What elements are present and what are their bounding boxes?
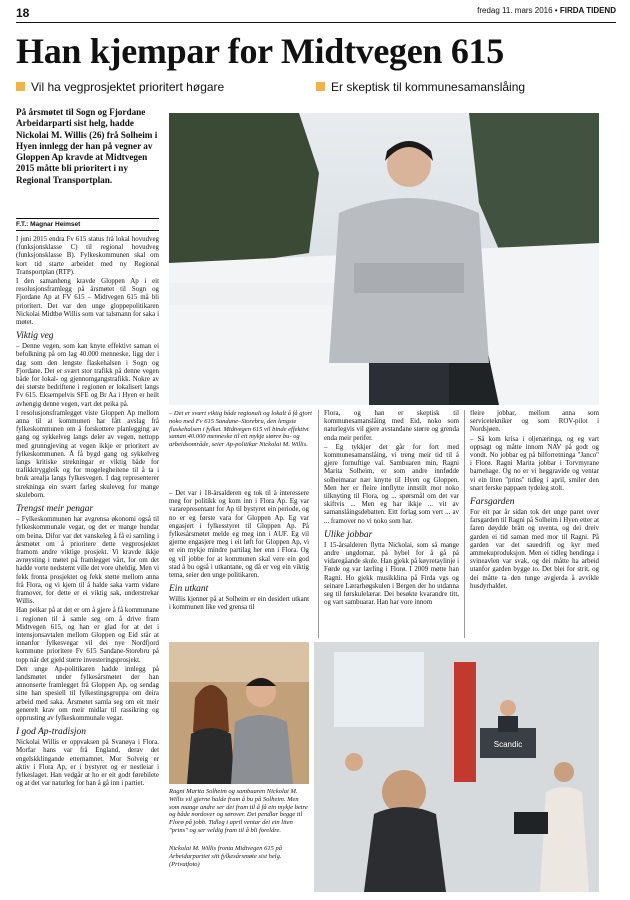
subheading: Ulike jobbar <box>324 529 373 540</box>
paragraph: – Eg tykkjer det går for fort med kommunesamanslåing, vi treng meir tid til å gjere fornuftige val. Sambuaren min, Ragni Marita Solheim, er som andre innfødde solheimarar nær knytte til Hyen og Gloppen. Men her er fleire innflytte innstilt mot noko tilknyting til Flora, og ... spørsmål om det var skiftvis ... Men eg har ikkje ... vit av samanslåingsdebatten. Eitt forlag som vert ... av ... framover no vi noko som har. <box>324 443 459 525</box>
newspaper-name: FIRDA TIDEND <box>559 6 616 15</box>
paragraph: I 15-årsalderen flytta Nickolai, som så mange andre ungdomar, på hybel for å gå på vidaregåande skule. Han gjekk på køyretaylinje i Førde og var lærling i Florø. I 2009 møtte han Ragni. Ho gjekk musikklina på Firda vgs og seinare Lærarhøgskulen i Bergen der ho utdanna seg til førskulelærar. Dei besøkte kvarandre titt, og vart sambuarar. Han har vore innom <box>324 541 459 607</box>
article-column-4 <box>470 410 599 638</box>
page-number: 18 <box>16 6 30 20</box>
deck-bullet-icon <box>16 82 25 91</box>
main-photo-caption: – Det er svært viktig både regionalt og lokalt å få gjort noko med Fv 615 Sandane–Storebru, den lengste flaskehalsen i fylket. Midtvegen 615 vil binde effektivt saman 40.000 menneske til eit mykje større bu- og arbeidsområde, seier Ap-politikar Nickolai M. Willis. <box>169 410 312 449</box>
paragraph: – Fylkeskommunen har avgrensa økonomi også til fylkeskommunale vegar, og det er mange hundar om beina. Difor var det vanskeleg å få ei samling i årsmøtet om å prioritere dette vegprosjektet framom andre viktige prosjekt. Vi kravde ikkje avrøysting i møtet på framlegget vårt, for om det hadde vorte nedstemt ville det vore uheldig. Men vi fekk fronta prosjektet og fekk støtte mellom anna frå Flora, og vi kjem til å halde saka varm vidare framover, for dette er ei viktig sak, understrekar Willis. <box>16 516 159 606</box>
paragraph: Flora, og han er skeptisk til kommunesamanslåing med Eid, noko som naturlegvis vil gjere avstandane større og grenda enda meir perifer. <box>324 410 459 442</box>
paragraph: Den unge Ap-politikaren hadde innlegg på landsmøtet under fylkesårsmøtet der han annonserte framlegget frå Gloppen Ap, og sendag sitte han spesiell til fylkestingsgruppa om deira arbeid med saka. Årsmøtet samla seg om eit meir generelt krav om meir midlar til rassikring og opprusting av fylkeskommunale vegar. <box>16 665 159 722</box>
deck-1-text: Vil ha vegprosjektet prioritert høgare <box>31 80 225 94</box>
subheading: Farsgarden <box>470 497 515 508</box>
couple-photo-image <box>169 642 309 784</box>
deck-2 <box>316 80 525 94</box>
couple-photo <box>169 642 309 784</box>
paragraph: For eit par år sidan tok det unge paret over farsgarden til Ragni på Solheim i Hyen etter at faren døydde brått og uventa, og dei dreiv garden ei tid saman med mor til Ragni. På garden var det sauedrift og kyr med ammekuproduksjon. Men ei tidleg hendinga i svineavlen var svak, og dei måtte ha arbeid utanfor garden bygge to. Det blei for strit, og dei måtte ta den tunge avgjerda å avvikle husdyrhaldet. <box>470 509 599 590</box>
headline: Han kjempar for Midtvegen 615 <box>16 31 504 71</box>
subheading: I god Ap-tradisjon <box>16 727 87 738</box>
column-divider <box>318 410 319 638</box>
byline: F.T.: Magnar Heimset <box>16 218 159 231</box>
subheading: Viktig veg <box>16 331 54 342</box>
issue-date: fredag 11. mars 2016 • <box>477 6 558 15</box>
paragraph: I juni 2015 endra Fv 615 status frå lokal hovudveg (funksjonsklasse C) til regional hovudveg (funksjonsklasse B). Fylkeskommunen skal om kort tid starte arbeidet med ny Regional Transportplan (RTP). <box>16 236 159 276</box>
event-photo-image <box>314 642 599 892</box>
paragraph: Willis kjenner på at Solheim er ein desidert utkant i kommunen like ved grensa til <box>169 596 309 612</box>
paragraph: – Det var i 18-årsalderen eg tok til å interessere meg for politikk og kom inn i Flora Ap. Eg var vararepresentant for Ap til bystyret ein periode, og no er eg første vara for Gloppen Ap. Eg var engasjert i fylkesstyret til Gloppen Ap. På fylkesårsmøtet melde eg meg inn i AUF. Eg vil gjerne engasjere meg i eit løft for Gloppen Ap, vi er ein mykje mindre partilag her enn i Flora. Og eg vil jobbe for at kommunen skal vere ein god stad å bu også i utkantane, og då er veg ein viktig tema, seier den unge politikaren. <box>169 490 309 580</box>
event-photo-caption: Nickolai M. Willis fronta Midtvegen 615 på Arbeidarpartiet sitt fylkesårsmøte sist helg. (Privatfoto) <box>169 845 282 868</box>
newspaper-page <box>16 0 616 900</box>
paragraph: Han peikar på at det er om å gjere å få kommunane i regionen til å samle seg om å drive fram Midtvegen 615, og han er glad for at det i intensjonsavtalen mellom Gloppen og Eid står at innanfor fylkesvegar vil dei nye Nordfjord kommune prioritere Fv 615 Sandane-Storebru på topp når det gjeld større investeringsprosjekt. <box>16 607 159 664</box>
article-column-3 <box>324 410 459 638</box>
deck-bullet-icon <box>316 82 325 91</box>
paragraph: – Denne vegen, som kan knyte effektivt saman ei befolkning på om lag 40.000 menneske, ligg der i dag som den lengste flaskehalsen i Sogn og Fjordane. Det er svært stor trafikk på denne vegen både for lokal- og gjennomgangstrafikk. Nokre av dei største bedriftene i regionen er lokalisert langs Fv 615. Eksempelvis SFE og Br Aa i Hyen er heilt avhengig denne vegen, vart det peika på. <box>16 343 159 408</box>
subheading: Trengst meir pengar <box>16 504 94 515</box>
deck-1 <box>16 80 224 94</box>
dateline <box>477 6 616 15</box>
deck-row <box>16 80 616 96</box>
event-photo-sign: Scandic <box>493 740 523 749</box>
deck-2-text: Er skeptisk til kommunesamanslåing <box>331 80 526 94</box>
paragraph: fleire jobbar, mellom anna som servicetekniker og som ROV-pilot i Nordsjøen. <box>470 410 599 434</box>
event-photo <box>314 642 599 892</box>
paragraph: Nickolai Willis er oppvaksen på Svanøya i Flora. Morfar hans var frå England, derav det engelskklingande etternamnet. Mor Solveig er aktiv i Flora Ap, er i bystyret og er nestleiar i fylkeslaget. Han vedgår at ho er eit godt førebilete og at det var naturleg for han å gå inn i partiet. <box>16 739 159 788</box>
lede: På årsmøtet til Sogn og Fjordane Arbeidarparti sist helg, hadde Nickolai M. Willis (26) frå Solheim i Hyen innlegg der han på vegner av Gloppen Ap kravde at Midtvegen 2015 måtte bli prioritert i ny Regional Transportplan. <box>16 107 158 185</box>
main-photo <box>169 113 599 405</box>
paragraph: I resolusjonsframlegget viste Gloppen Ap mellom anna til at kommunen har fått avslag frå fylkeskommunen om å forskottere planlegging av gang og sykkelveg langs deler av vegen, nettopp med grunngjeving at vegen ikkje er prioritert av fylkeskommunen. Å få bygd gang og sykkelveg langs kritiske strekningar er viktig både for trafikktryggleik og for mogelegheitene til å ta i bruk arealja langs fylkesvegen. I dag representerer strekninga ein svært farleg skuleveg for mange skuleborn. <box>16 409 159 499</box>
main-photo-image <box>169 113 599 405</box>
paragraph: I den samanheng kravde Gloppen Ap i eit resolusjonsframlegg på årsmøtet til Sogn og Fjordane Ap at FV 615 – Midtvegen 615 må bli prioritert. Det var den unge gloppepolitikaren Nickolai Midtbø Willis som var talsmann for saka i møtet. <box>16 278 159 327</box>
paragraph: – Så kom krisa i oljenæringa, og eg vart oppsagt og måtte innom NAV på godt og vondt. No jobbar eg på bilforretninga "Janco" i Florø. Ragni Marita jobbar i Torvmyrane barnehage. Og no er vi heggravide og ventar vi ein liten "prins" tidleg i april, smiler den snart ferske pappaen tydeleg stolt. <box>470 435 599 492</box>
couple-photo-caption: Ragni Marita Solheim og sambuaren Nickolai M. Willis vil gjerne halde fram å bu på Solheim. Men som mange andre ser dei fram til å få ein mykje betre og både nordover og sørover. Dei pendlar begge til Florø på jobb. Tidleg i april ventar dei ein liten "prins" og ser veldig fram til å bli foreldre. <box>169 788 308 834</box>
column-divider <box>464 410 465 638</box>
article-column-2 <box>169 490 309 640</box>
page-header <box>16 6 616 20</box>
header-rule <box>16 22 616 23</box>
subheading: Ein utkant <box>169 584 209 595</box>
article-column-1 <box>16 236 159 892</box>
